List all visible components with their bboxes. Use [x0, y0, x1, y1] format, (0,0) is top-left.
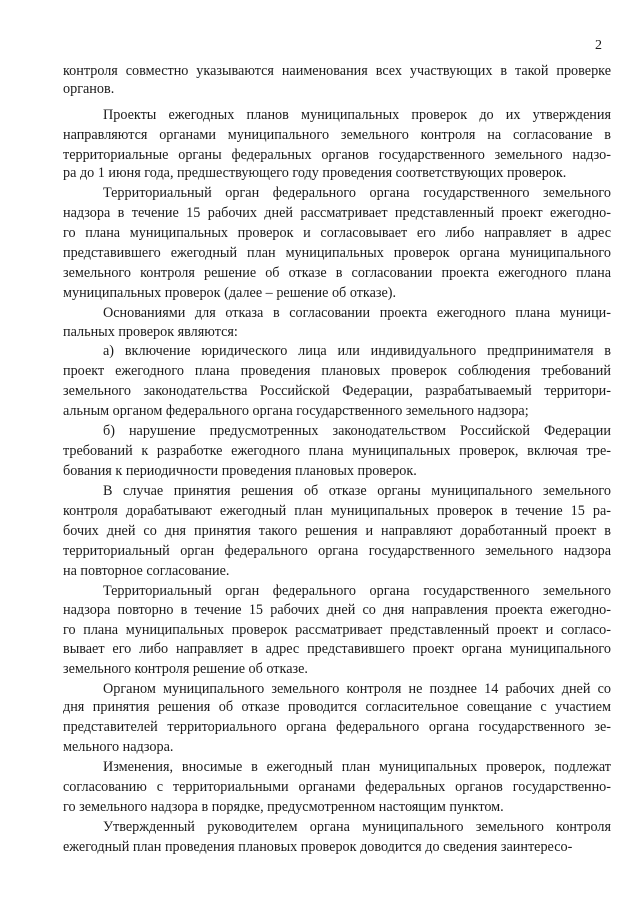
- text-line: территориальные органы федеральных органов государственного земельного надзо-: [63, 147, 611, 163]
- text-line: контроля дорабатывают ежегодный план муниципальных проверок в течение 15 ра-: [63, 503, 611, 519]
- text-line: представителей территориального органа федерального органа государственного зе-: [63, 719, 611, 735]
- text-line: согласованию с территориальными органами федеральных органов государственно-: [63, 779, 611, 795]
- text-line: муниципальных проверок (далее – решение об отказе).: [63, 285, 397, 301]
- text-line: б) нарушение предусмотренных законодательством Российской Федерации: [103, 423, 611, 439]
- text-line: земельного законодательства Российской Федерации, разрабатываемый территори-: [63, 383, 611, 399]
- text-line: Проекты ежегодных планов муниципальных проверок до их утверждения: [103, 107, 611, 123]
- text-line: вывает его либо направляет в адрес представившего проект органа муниципального: [63, 641, 611, 657]
- text-line: В случае принятия решения об отказе органы муниципального земельного: [103, 483, 611, 499]
- text-line: бования к периодичности проведения плановых проверок.: [63, 463, 417, 479]
- page-number: 2: [595, 38, 602, 53]
- text-line: надзора повторно в течение 15 рабочих дней со дня направления проекта ежегодно-: [63, 602, 611, 618]
- text-line: го плана муниципальных проверок рассматривает представленный проект и согласо-: [63, 622, 611, 638]
- text-line: го плана муниципальных проверок и согласовывает его либо направляет в адрес: [63, 225, 611, 241]
- text-line: Органом муниципального земельного контроля не позднее 14 рабочих дней со: [103, 681, 611, 697]
- text-line: ежегодный план проведения плановых проверок доводится до сведения заинтересо-: [63, 839, 573, 855]
- text-line: бочих дней со дня принятия такого решения и направляют доработанный проект в: [63, 523, 611, 539]
- text-line: земельного контроля решение об отказе в согласовании проекта ежегодного плана: [63, 265, 611, 281]
- text-line: ра до 1 июня года, предшествующего году проведения соответствующих проверок.: [63, 165, 567, 181]
- text-line: направляются органами муниципального земельного контроля на согласование в: [63, 127, 611, 143]
- text-line: а) включение юридического лица или индивидуального предпринимателя в: [103, 343, 611, 359]
- text-line: проект ежегодного плана проведения плановых проверок соблюдения требований: [63, 363, 611, 379]
- text-line: надзора в течение 15 рабочих дней рассматривает представленный проект ежегодно-: [63, 205, 611, 221]
- text-line: представившего ежегодный план муниципальных проверок органа муниципального: [63, 245, 611, 261]
- text-line: го земельного надзора в порядке, предусмотренном настоящим пунктом.: [63, 799, 504, 815]
- text-line: Изменения, вносимые в ежегодный план муниципальных проверок, подлежат: [103, 759, 611, 775]
- text-line: земельного контроля решение об отказе.: [63, 661, 308, 677]
- text-line: мельного надзора.: [63, 739, 174, 755]
- text-line: органов.: [63, 81, 115, 97]
- text-line: контроля совместно указываются наименования всех участвующих в такой проверке: [63, 63, 611, 79]
- text-line: территориальный орган федерального органа государственного земельного надзора: [63, 543, 611, 559]
- text-line: пальных проверок являются:: [63, 324, 238, 340]
- text-line: Территориальный орган федерального органа государственного земельного: [103, 185, 611, 201]
- text-line: альным органом федерального органа государственного земельного надзора;: [63, 403, 529, 419]
- text-line: Основаниями для отказа в согласовании проекта ежегодного плана муници-: [103, 305, 611, 321]
- text-line: дня принятия решения об отказе проводится согласительное совещание с участием: [63, 699, 611, 715]
- text-line: Территориальный орган федерального органа государственного земельного: [103, 583, 611, 599]
- text-line: требований к разработке ежегодного плана муниципальных проверок, включая тре-: [63, 443, 611, 459]
- text-line: Утвержденный руководителем органа муниципального земельного контроля: [103, 819, 611, 835]
- text-line: на повторное согласование.: [63, 563, 230, 579]
